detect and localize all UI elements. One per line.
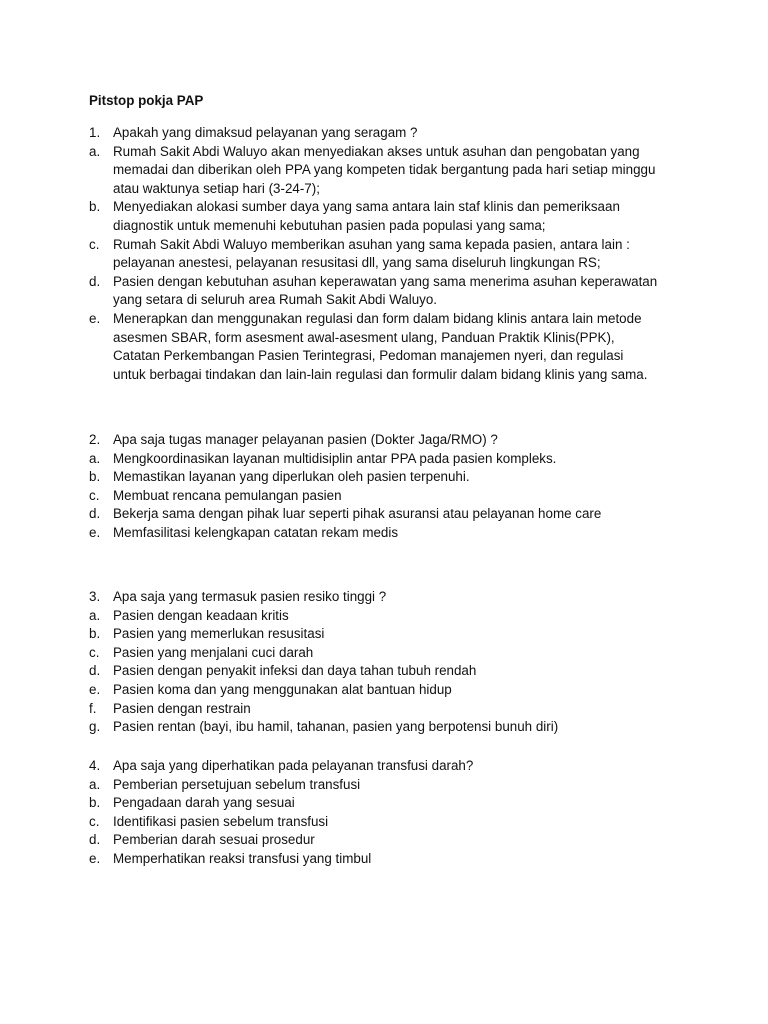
answer-option-line — [89, 450, 689, 469]
list-marker: e. — [89, 310, 101, 326]
answer-option-line — [89, 607, 689, 626]
list-marker: 2. — [89, 432, 101, 447]
list-text: Pasien koma dan yang menggunakan alat bantuan hidup — [113, 681, 452, 697]
list-text: Pemberian darah sesuai prosedur — [113, 832, 315, 848]
list-text: Pasien dengan kebutuhan asuhan keperawatan yang sama menerima asuhan keperawatan — [113, 273, 658, 289]
answer-option-line — [89, 487, 689, 506]
list-text: Rumah Sakit Abdi Waluyo memberikan asuhan yang sama kepada pasien, antara lain : — [113, 236, 630, 252]
answer-option-line — [89, 625, 689, 644]
list-marker: c. — [89, 813, 100, 829]
list-text: Memfasilitasi kelengkapan catatan rekam medis — [113, 524, 399, 540]
list-text: Pasien dengan restrain — [113, 700, 251, 716]
question-text — [89, 431, 689, 450]
answer-option-line — [89, 776, 689, 795]
list-marker: a. — [89, 143, 101, 159]
list-marker: b. — [89, 199, 101, 215]
list-text: yang setara di seluruh area Rumah Sakit Abdi Waluyo. — [113, 292, 438, 308]
list-text: Apa saja yang termasuk pasien resiko tinggi ? — [113, 589, 387, 604]
answer-option-line — [89, 505, 689, 524]
list-text: Memastikan layanan yang diperlukan oleh pasien terpenuhi. — [113, 469, 470, 485]
list-marker: e. — [89, 524, 101, 540]
list-text: Pengadaan darah yang sesuai — [113, 795, 295, 811]
list-text: pelayanan anestesi, pelayanan resusitasi dll, yang sama diseluruh lingkungan RS; — [113, 255, 601, 271]
question-text — [89, 757, 689, 776]
list-text: Mengkoordinasikan layanan multidisiplin antar PPA pada pasien kompleks. — [113, 450, 557, 466]
answer-option-line — [89, 329, 689, 348]
list-marker: e. — [89, 681, 101, 697]
answer-option-line — [89, 180, 689, 199]
list-text: memadai dan diberikan oleh PPA yang kompeten tidak bergantung pada hari setiap minggu — [113, 162, 656, 178]
list-text: Menyediakan alokasi sumber daya yang sama antara lain staf klinis dan pemeriksaan — [113, 199, 620, 215]
question-text — [89, 588, 689, 607]
answer-option-line — [89, 813, 689, 832]
list-text: Bekerja sama dengan pihak luar seperti pihak asuransi atau pelayanan home care — [113, 506, 602, 522]
question-text — [89, 124, 689, 143]
list-text: Pasien dengan penyakit infeksi dan daya tahan tubuh rendah — [113, 663, 477, 679]
list-marker: f. — [89, 700, 97, 716]
list-marker: d. — [89, 506, 101, 522]
answer-option-line — [89, 468, 689, 487]
answer-option-line — [89, 347, 689, 366]
list-text: Apa saja tugas manager pelayanan pasien (Dokter Jaga/RMO) ? — [113, 432, 498, 447]
answer-option-line — [89, 217, 689, 236]
answer-option-line — [89, 143, 689, 162]
answer-option-line — [89, 161, 689, 180]
list-marker: g. — [89, 719, 101, 735]
answer-option-line — [89, 366, 689, 385]
list-marker — [89, 217, 113, 236]
list-text: Pasien dengan keadaan kritis — [113, 607, 289, 623]
list-marker — [89, 180, 113, 199]
list-marker: b. — [89, 469, 101, 485]
document-title: Pitstop pokja PAP — [89, 93, 204, 108]
answer-option-line — [89, 718, 689, 737]
list-marker — [89, 291, 113, 310]
list-marker: c. — [89, 487, 100, 503]
answer-option-line — [89, 662, 689, 681]
list-marker: b. — [89, 626, 101, 642]
list-marker: c. — [89, 236, 100, 252]
answer-option-line — [89, 254, 689, 273]
answer-option-line — [89, 850, 689, 869]
list-marker: a. — [89, 450, 101, 466]
list-text: Pasien yang menjalani cuci darah — [113, 644, 314, 660]
list-text: Rumah Sakit Abdi Waluyo akan menyediakan akses untuk asuhan dan pengobatan yang — [113, 143, 640, 159]
list-marker: 1. — [89, 125, 101, 140]
question-1 — [89, 124, 689, 384]
list-text: Pasien yang memerlukan resusitasi — [113, 626, 325, 642]
list-marker: b. — [89, 795, 101, 811]
list-text: Apa saja yang diperhatikan pada pelayanan transfusi darah? — [113, 758, 474, 773]
answer-option-line — [89, 236, 689, 255]
question-2 — [89, 431, 689, 543]
list-marker: c. — [89, 644, 100, 660]
list-marker — [89, 329, 113, 348]
answer-option-line — [89, 273, 689, 292]
list-marker: e. — [89, 850, 101, 866]
answer-option-line — [89, 794, 689, 813]
list-text: asesmen SBAR, form asesment awal-asesment ulang, Panduan Praktik Klinis(PPK), — [113, 329, 615, 345]
list-marker — [89, 347, 113, 366]
question-4 — [89, 757, 689, 869]
answer-option-line — [89, 700, 689, 719]
answer-option-line — [89, 198, 689, 217]
list-marker — [89, 161, 113, 180]
list-text: atau waktunya setiap hari (3-24-7); — [113, 180, 320, 196]
list-text: Memperhatikan reaksi transfusi yang timbul — [113, 850, 372, 866]
list-marker: d. — [89, 273, 101, 289]
list-text: Menerapkan dan menggunakan regulasi dan form dalam bidang klinis antara lain metode — [113, 310, 642, 326]
answer-option-line — [89, 310, 689, 329]
answer-option-line — [89, 681, 689, 700]
list-text: Catatan Perkembangan Pasien Terintegrasi, Pedoman manajemen nyeri, dan regulasi — [113, 348, 624, 364]
list-text: untuk berbagai tindakan dan lain-lain regulasi dan formulir dalam bidang klinis yang sama. — [113, 366, 648, 382]
answer-option-line — [89, 831, 689, 850]
list-text: Pemberian persetujuan sebelum transfusi — [113, 776, 361, 792]
list-text: diagnostik untuk memenuhi kebutuhan pasien pada populasi yang sama; — [113, 217, 546, 233]
answer-option-line — [89, 291, 689, 310]
list-text: Identifikasi pasien sebelum transfusi — [113, 813, 329, 829]
list-marker: d. — [89, 832, 101, 848]
list-text: Apakah yang dimaksud pelayanan yang seragam ? — [113, 125, 418, 140]
list-marker: a. — [89, 776, 101, 792]
answer-option-line — [89, 524, 689, 543]
list-text: Membuat rencana pemulangan pasien — [113, 487, 342, 503]
list-marker: 4. — [89, 758, 101, 773]
list-marker: 3. — [89, 589, 101, 604]
answer-option-line — [89, 644, 689, 663]
question-3 — [89, 588, 689, 737]
list-marker — [89, 366, 113, 385]
list-marker: a. — [89, 607, 101, 623]
list-marker — [89, 254, 113, 273]
list-marker: d. — [89, 663, 101, 679]
list-text: Pasien rentan (bayi, ibu hamil, tahanan, pasien yang berpotensi bunuh diri) — [113, 719, 559, 735]
